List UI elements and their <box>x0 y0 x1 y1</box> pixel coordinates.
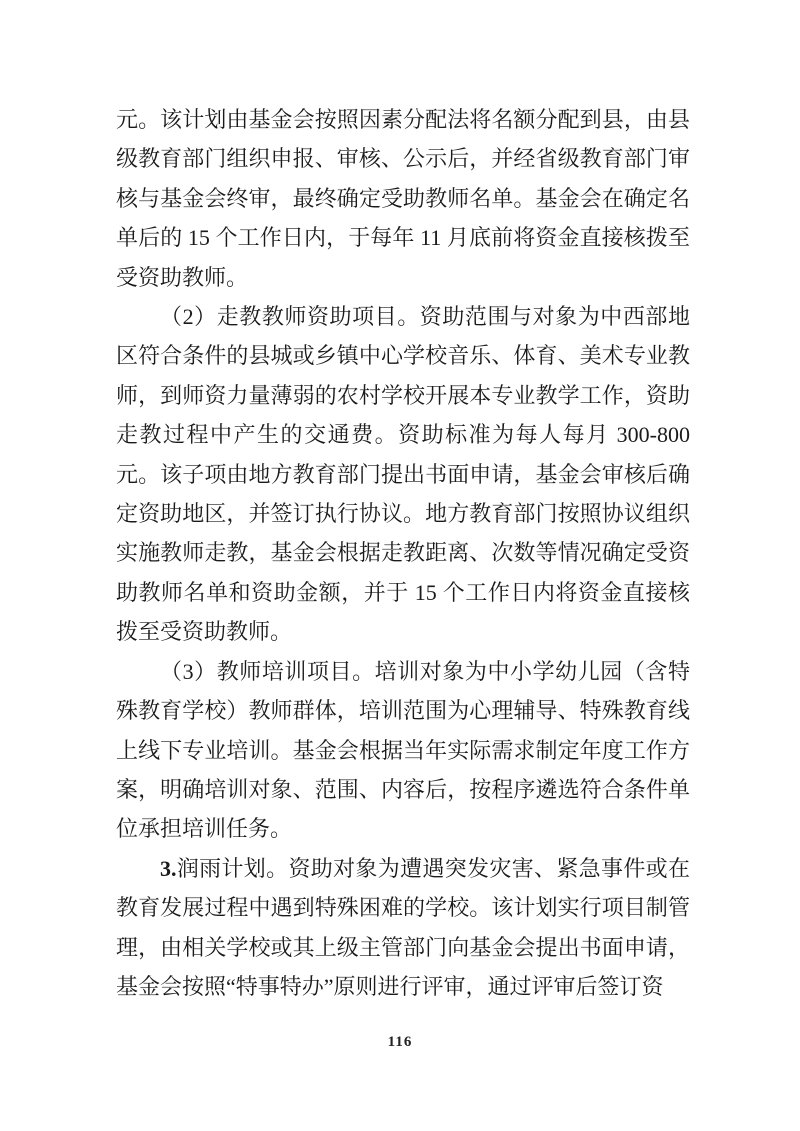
paragraph-text: （2）走教教师资助项目。资助范围与对象为中西部地区符合条件的县城或乡镇中心学校音乐、体育、美术专业教师，到师资力量薄弱的农村学校开展本专业教学工作，资助走教过程中产生的交通费。资助标准为每人每月 300-800 元。该子项由地方教育部门提出书面申请，基金会审核后确定资助地区，并签订执行协议。地方教育部门按照协议组织实施教师走教，基金会根据走教距离、次数等情况确定受资助教师名单和资助金额，并于 15 个工作日内将资金直接核拨至受资助教师。 <box>116 304 690 645</box>
text-block <box>116 100 690 1006</box>
paragraph <box>116 849 690 1007</box>
paragraph-text: 润雨计划。资助对象为遭遇突发灾害、紧急事件或在教育发展过程中遇到特殊困难的学校。该计划实行项目制管理，由相关学校或其上级主管部门向基金会提出书面申请，基金会按照“特事特办”原则进行评审，通过评审后签订资 <box>116 855 690 999</box>
paragraph-text: 元。该计划由基金会按照因素分配法将名额分配到县，由县级教育部门组织申报、审核、公示后，并经省级教育部门审核与基金会终审，最终确定受助教师名单。基金会在确定名单后的 15 个工作日内，于每年 11 月底前将资金直接核拨至受资助教师。 <box>116 107 690 290</box>
paragraph-number: 3. <box>160 855 177 881</box>
paragraph <box>116 297 690 652</box>
page-number: 116 <box>387 1034 413 1050</box>
paragraph <box>116 100 690 297</box>
paragraph <box>116 652 690 849</box>
paragraph-text: （3）教师培训项目。培训对象为中小学幼儿园（含特殊教育学校）教师群体，培训范围为心理辅导、特殊教育线上线下专业培训。基金会根据当年实际需求制定年度工作方案，明确培训对象、范围、内容后，按程序遴选符合条件单位承担培训任务。 <box>116 658 690 842</box>
